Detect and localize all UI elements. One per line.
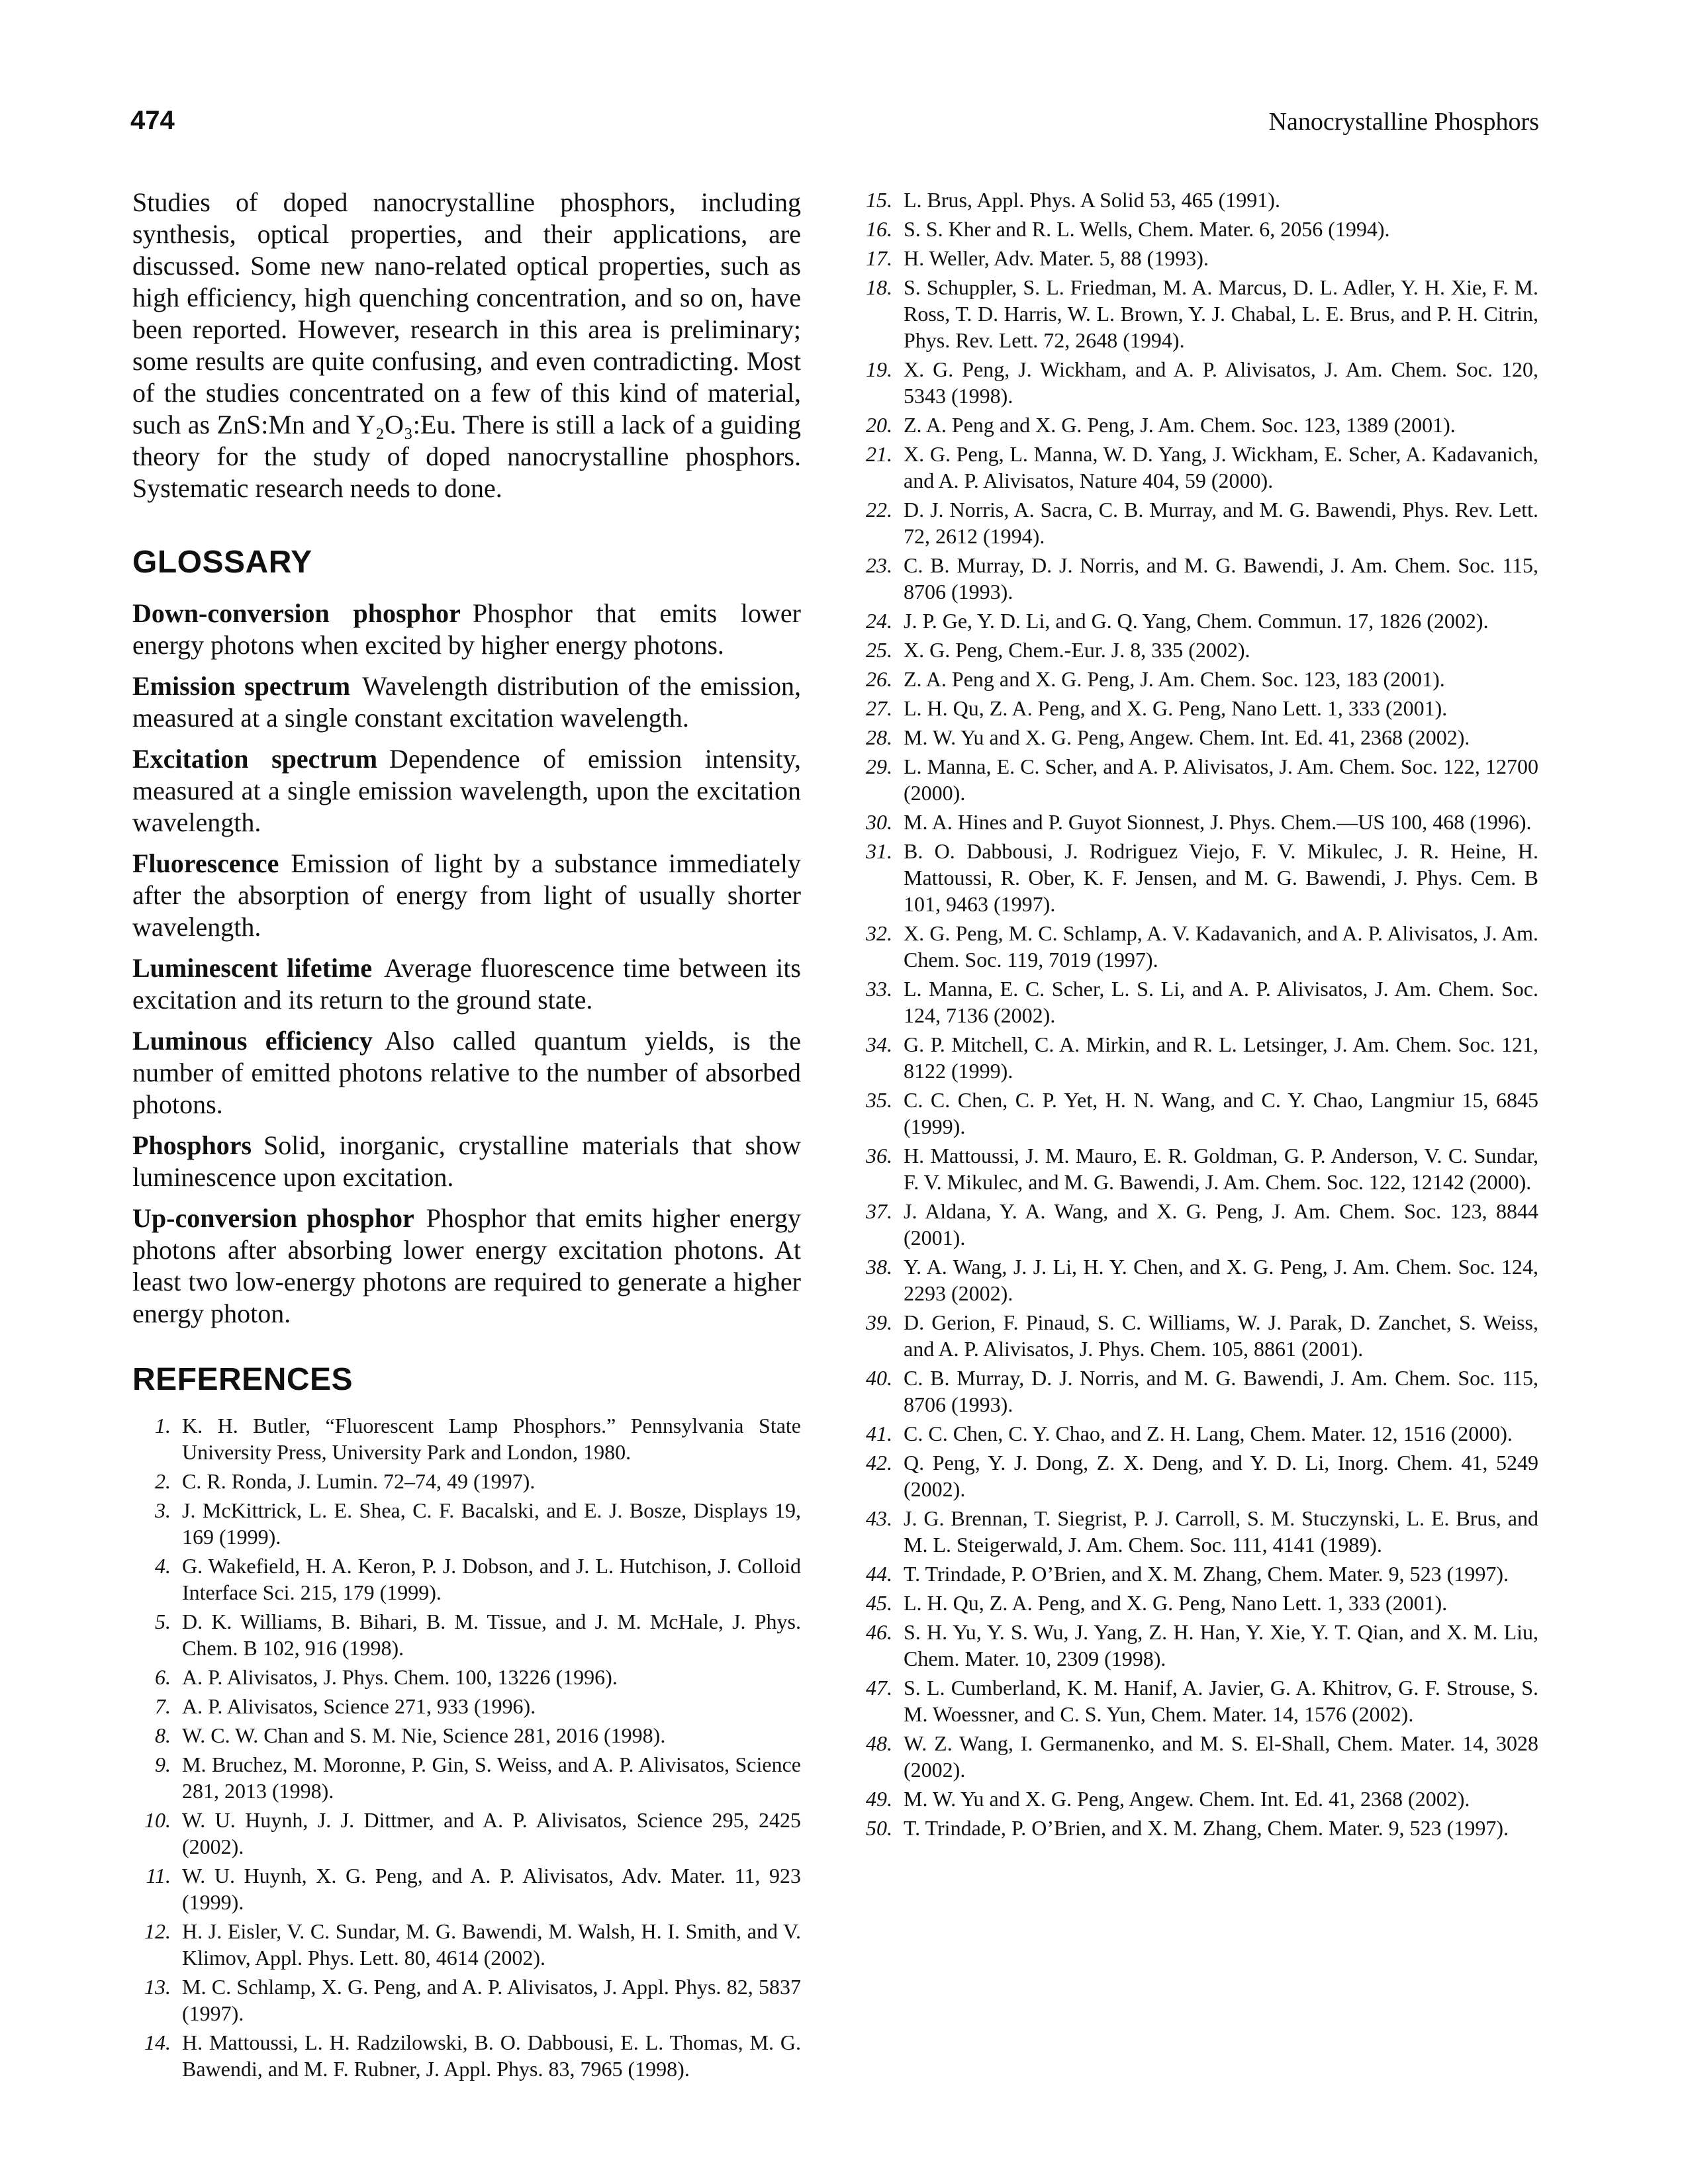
reference-text: W. C. W. Chan and S. M. Nie, Science 281, 2016 (1998). [182,1723,666,1747]
reference-number: 22. [866,498,892,522]
reference-number: 20. [866,413,892,437]
glossary-list [132,598,801,1330]
reference-text: H. J. Eisler, V. C. Sundar, M. G. Bawendi, M. Walsh, H. I. Smith, and V. Klimov, Appl. Phys. Lett. 80, 4614 (2002). [182,1919,801,1970]
reference-item [854,356,1538,409]
reference-number: 43. [866,1506,892,1530]
reference-text: J. P. Ge, Y. D. Li, and G. Q. Yang, Chem. Commun. 17, 1826 (2002). [904,609,1489,633]
intro-paragraph: Studies of doped nanocrystalline phosphors, including synthesis, optical properties, and their applications, are discussed. Some new nano-related optical properties, such as high efficiency, high quenching concentration, and so on, have been reported. However, research in this area is preliminary; some results are quite confusing, and even contradicting. Most of the studies concentrated on a few of this kind of material, such as ZnS:Mn and Y₂O₃:Eu. There is still a lack of a guiding theory for the study of doped nanocrystalline phosphors. Systematic research needs to done. [132,187,801,503]
reference-number: 46. [866,1620,892,1644]
reference-text: H. Mattoussi, J. M. Mauro, E. R. Goldman, G. P. Anderson, V. C. Sundar, F. V. Mikulec, and M. G. Bawendi, J. Am. Chem. Soc. 122, 12142 (2000). [904,1144,1538,1194]
reference-number: 25. [866,638,892,662]
reference-number: 29. [866,754,892,778]
reference-text: M. C. Schlamp, X. G. Peng, and A. P. Alivisatos, J. Appl. Phys. 82, 5837 (1997). [182,1975,801,2025]
reference-text: Z. A. Peng and X. G. Peng, J. Am. Chem. Soc. 123, 183 (2001). [904,667,1445,691]
reference-text: J. G. Brennan, T. Siegrist, P. J. Carroll, S. M. Stuczynski, L. E. Brus, and M. L. Steigerwald, J. Am. Chem. Soc. 111, 4141 (1989). [904,1506,1538,1557]
reference-item [854,245,1538,271]
reference-text: T. Trindade, P. O’Brien, and X. M. Zhang, Chem. Mater. 9, 523 (1997). [904,1562,1509,1586]
reference-number: 32. [866,921,892,945]
reference-text: G. Wakefield, H. A. Keron, P. J. Dobson, and J. L. Hutchison, J. Colloid Interface Sci. 215, 179 (1999). [182,1554,801,1604]
reference-item [132,1751,801,1804]
glossary-definition: Dependence of emission intensity, measured at a single emission wavelength, upon the excitation wavelength. [132,744,801,837]
reference-item [854,1674,1538,1727]
reference-item [854,441,1538,494]
glossary-definition: Wavelength distribution of the emission, measured at a single constant excitation wavelength. [132,671,801,733]
reference-text: C. R. Ronda, J. Lumin. 72–74, 49 (1997). [182,1469,536,1493]
glossary-entry [132,952,801,1016]
reference-number: 41. [866,1422,892,1445]
reference-item [132,1553,801,1606]
reference-number: 9. [155,1752,171,1776]
reference-number: 40. [866,1366,892,1390]
reference-item [132,1918,801,1971]
reference-item [132,1722,801,1749]
reference-item [854,1365,1538,1418]
reference-item [854,1815,1538,1841]
reference-text: H. Mattoussi, L. H. Radzilowski, B. O. Dabbousi, E. L. Thomas, M. G. Bawendi, and M. F. Rubner, J. Appl. Phys. 83, 7965 (1998). [182,2030,801,2081]
reference-number: 18. [866,275,892,299]
glossary-term: Luminous efficiency [132,1026,373,1056]
reference-number: 13. [144,1975,171,1999]
reference-item [854,274,1538,353]
reference-text: S. L. Cumberland, K. M. Hanif, A. Javier, G. A. Khitrov, G. F. Strouse, S. M. Woessner, and C. S. Yun, Chem. Mater. 14, 1576 (2002). [904,1676,1538,1726]
reference-number: 48. [866,1731,892,1755]
reference-number: 7. [155,1694,171,1718]
reference-text: S. H. Yu, Y. S. Wu, J. Yang, Z. H. Han, Y. Xie, Y. T. Qian, and X. M. Liu, Chem. Mater. 10, 2309 (1998). [904,1620,1538,1670]
reference-item [854,187,1538,213]
reference-item [854,976,1538,1028]
reference-item [132,1608,801,1661]
reference-item [132,1693,801,1719]
reference-item [854,666,1538,692]
reference-item [854,1142,1538,1195]
reference-number: 15. [866,188,892,212]
reference-number: 36. [866,1144,892,1167]
reference-text: D. Gerion, F. Pinaud, S. C. Williams, W. J. Parak, D. Zanchet, S. Weiss, and A. P. Alivisatos, J. Phys. Chem. 105, 8861 (2001). [904,1310,1538,1361]
reference-number: 35. [866,1088,892,1112]
reference-text: K. H. Butler, “Fluorescent Lamp Phosphors.” Pennsylvania State University Press, University Park and London, 1980. [182,1414,801,1464]
reference-text: Y. A. Wang, J. J. Li, H. Y. Chen, and X. G. Peng, J. Am. Chem. Soc. 124, 2293 (2002). [904,1255,1538,1305]
reference-item [854,1198,1538,1251]
reference-item [854,920,1538,973]
glossary-definition: Emission of light by a substance immediately after the absorption of energy from light of usually shorter wavelength. [132,848,801,942]
reference-text: M. Bruchez, M. Moronne, P. Gin, S. Weiss, and A. P. Alivisatos, Science 281, 2013 (1998). [182,1752,801,1803]
reference-item [854,1505,1538,1558]
reference-text: C. B. Murray, D. J. Norris, and M. G. Bawendi, J. Am. Chem. Soc. 115, 8706 (1993). [904,553,1538,604]
reference-text: G. P. Mitchell, C. A. Mirkin, and R. L. Letsinger, J. Am. Chem. Soc. 121, 8122 (1999). [904,1032,1538,1083]
reference-item [854,838,1538,917]
reference-item [854,1309,1538,1362]
page-number: 474 [130,106,175,135]
glossary-entry [132,1130,801,1193]
reference-number: 28. [866,725,892,749]
reference-number: 47. [866,1676,892,1700]
reference-number: 45. [866,1591,892,1615]
reference-number: 33. [866,977,892,1001]
reference-item [854,1590,1538,1616]
reference-number: 49. [866,1787,892,1811]
reference-text: X. G. Peng, Chem.-Eur. J. 8, 335 (2002). [904,638,1250,662]
reference-text: A. P. Alivisatos, J. Phys. Chem. 100, 13226 (1996). [182,1665,618,1689]
references-heading: REFERENCES [132,1362,353,1397]
reference-text: Q. Peng, Y. J. Dong, Z. X. Deng, and Y. D. Li, Inorg. Chem. 41, 5249 (2002). [904,1451,1538,1501]
reference-number: 10. [144,1808,171,1832]
reference-text: W. U. Huynh, J. J. Dittmer, and A. P. Alivisatos, Science 295, 2425 (2002). [182,1808,801,1858]
reference-text: M. A. Hines and P. Guyot Sionnest, J. Phys. Chem.—US 100, 468 (1996). [904,810,1532,834]
reference-text: M. W. Yu and X. G. Peng, Angew. Chem. Int. Ed. 41, 2368 (2002). [904,725,1470,749]
reference-number: 6. [155,1665,171,1689]
glossary-term: Fluorescence [132,848,279,878]
reference-number: 24. [866,609,892,633]
reference-number: 23. [866,553,892,577]
reference-item [132,1807,801,1860]
reference-item [854,1420,1538,1447]
reference-number: 26. [866,667,892,691]
reference-item [854,695,1538,721]
references-list-right [854,187,1538,1841]
reference-text: S. Schuppler, S. L. Friedman, M. A. Marcus, D. L. Adler, Y. H. Xie, F. M. Ross, T. D. Harris, W. L. Brown, Y. J. Chabal, L. E. Brus, and P. H. Citrin, Phys. Rev. Lett. 72, 2648 (1994). [904,275,1538,352]
reference-number: 11. [146,1864,171,1888]
reference-item [132,1412,801,1465]
reference-number: 42. [866,1451,892,1475]
reference-text: T. Trindade, P. O’Brien, and X. M. Zhang, Chem. Mater. 9, 523 (1997). [904,1816,1509,1840]
right-column [854,187,1538,1844]
reference-item [854,608,1538,634]
glossary-entry [132,1203,801,1330]
reference-text: J. Aldana, Y. A. Wang, and X. G. Peng, J. Am. Chem. Soc. 123, 8844 (2001). [904,1199,1538,1250]
glossary-term: Down-conversion phosphor [132,598,461,628]
reference-item [854,412,1538,438]
reference-text: M. W. Yu and X. G. Peng, Angew. Chem. Int. Ed. 41, 2368 (2002). [904,1787,1470,1811]
reference-text: L. Manna, E. C. Scher, L. S. Li, and A. P. Alivisatos, J. Am. Chem. Soc. 124, 7136 (2002). [904,977,1538,1027]
glossary-entry [132,743,801,839]
reference-item [854,1730,1538,1783]
reference-number: 14. [144,2030,171,2054]
reference-item [854,809,1538,835]
references-list-left [132,1412,801,2082]
reference-item [854,552,1538,605]
reference-text: Z. A. Peng and X. G. Peng, J. Am. Chem. Soc. 123, 1389 (2001). [904,413,1456,437]
reference-text: X. G. Peng, J. Wickham, and A. P. Alivisatos, J. Am. Chem. Soc. 120, 5343 (1998). [904,357,1538,408]
reference-number: 39. [866,1310,892,1334]
glossary-definition: Average fluorescence time between its excitation and its return to the ground state. [132,953,801,1015]
reference-number: 2. [155,1469,171,1493]
reference-text: B. O. Dabbousi, J. Rodriguez Viejo, F. V. Mikulec, J. R. Heine, H. Mattoussi, R. Ober, K. F. Jensen, and M. G. Bawendi, J. Phys. Cem. B 101, 9463 (1997). [904,839,1538,916]
reference-item [854,1253,1538,1306]
reference-number: 38. [866,1255,892,1279]
glossary-term: Up-conversion phosphor [132,1203,414,1233]
reference-number: 50. [866,1816,892,1840]
reference-text: D. J. Norris, A. Sacra, C. B. Murray, and M. G. Bawendi, Phys. Rev. Lett. 72, 2612 (1994). [904,498,1538,548]
reference-text: C. C. Chen, C. Y. Chao, and Z. H. Lang, Chem. Mater. 12, 1516 (2000). [904,1422,1513,1445]
glossary-heading: GLOSSARY [132,545,312,580]
reference-item [854,1031,1538,1084]
reference-text: C. C. Chen, C. P. Yet, H. N. Wang, and C. Y. Chao, Langmiur 15, 6845 (1999). [904,1088,1538,1138]
reference-text: L. H. Qu, Z. A. Peng, and X. G. Peng, Nano Lett. 1, 333 (2001). [904,1591,1448,1615]
reference-text: W. Z. Wang, I. Germanenko, and M. S. El-Shall, Chem. Mater. 14, 3028 (2002). [904,1731,1538,1782]
reference-item [854,1087,1538,1140]
reference-number: 4. [155,1554,171,1578]
reference-item [854,1619,1538,1672]
glossary-definition: Phosphor that emits higher energy photons after absorbing lower energy excitation photons. At least two low-energy photons are required to generate a higher energy photon. [132,1203,801,1328]
reference-text: A. P. Alivisatos, Science 271, 933 (1996). [182,1694,536,1718]
reference-text: J. McKittrick, L. E. Shea, C. F. Bacalski, and E. J. Bosze, Displays 19, 169 (1999). [182,1498,801,1549]
reference-number: 21. [866,442,892,466]
reference-number: 34. [866,1032,892,1056]
reference-text: L. H. Qu, Z. A. Peng, and X. G. Peng, Nano Lett. 1, 333 (2001). [904,696,1448,720]
reference-text: W. U. Huynh, X. G. Peng, and A. P. Alivisatos, Adv. Mater. 11, 923 (1999). [182,1864,801,1914]
reference-number: 8. [155,1723,171,1747]
reference-number: 44. [866,1562,892,1586]
reference-item [854,1561,1538,1587]
reference-text: L. Brus, Appl. Phys. A Solid 53, 465 (1991). [904,188,1280,212]
reference-number: 31. [866,839,892,863]
glossary-entry [132,670,801,734]
running-title: Nanocrystalline Phosphors [1268,108,1539,136]
reference-text: D. K. Williams, B. Bihari, B. M. Tissue, and J. M. McHale, J. Phys. Chem. B 102, 916 (1998). [182,1610,801,1660]
reference-number: 37. [866,1199,892,1223]
reference-number: 12. [144,1919,171,1943]
reference-number: 19. [866,357,892,381]
reference-item [854,637,1538,663]
reference-item [132,1497,801,1550]
glossary-term: Phosphors [132,1130,252,1160]
reference-number: 27. [866,696,892,720]
glossary-definition: Phosphor that emits lower energy photons when excited by higher energy photons. [132,598,801,660]
reference-text: L. Manna, E. C. Scher, and A. P. Alivisatos, J. Am. Chem. Soc. 122, 12700 (2000). [904,754,1538,805]
reference-item [854,216,1538,242]
reference-item [132,1974,801,2026]
reference-item [132,2029,801,2082]
glossary-term: Luminescent lifetime [132,953,373,983]
glossary-term: Excitation spectrum [132,744,378,774]
reference-text: X. G. Peng, M. C. Schlamp, A. V. Kadavanich, and A. P. Alivisatos, J. Am. Chem. Soc. 119, 7019 (1997). [904,921,1538,972]
glossary-definition: Also called quantum yields, is the number of emitted photons relative to the number of absorbed photons. [132,1026,801,1119]
left-column [132,187,801,2085]
reference-item [854,753,1538,806]
reference-item [854,1449,1538,1502]
reference-item [132,1862,801,1915]
reference-item [854,496,1538,549]
reference-text: X. G. Peng, L. Manna, W. D. Yang, J. Wickham, E. Scher, A. Kadavanich, and A. P. Alivisatos, Nature 404, 59 (2000). [904,442,1538,492]
reference-number: 16. [866,217,892,241]
glossary-definition: Solid, inorganic, crystalline materials that show luminescence upon excitation. [132,1130,801,1192]
glossary-entry [132,1025,801,1120]
glossary-term: Emission spectrum [132,671,351,701]
glossary-entry [132,848,801,943]
glossary-entry [132,598,801,661]
reference-text: H. Weller, Adv. Mater. 5, 88 (1993). [904,246,1209,270]
reference-item [132,1468,801,1494]
reference-number: 5. [155,1610,171,1633]
reference-text: C. B. Murray, D. J. Norris, and M. G. Bawendi, J. Am. Chem. Soc. 115, 8706 (1993). [904,1366,1538,1416]
reference-number: 17. [866,246,892,270]
reference-number: 30. [866,810,892,834]
reference-number: 3. [155,1498,171,1522]
reference-item [854,1786,1538,1812]
reference-text: S. S. Kher and R. L. Wells, Chem. Mater. 6, 2056 (1994). [904,217,1390,241]
reference-item [854,724,1538,751]
reference-number: 1. [155,1414,171,1437]
reference-item [132,1664,801,1690]
